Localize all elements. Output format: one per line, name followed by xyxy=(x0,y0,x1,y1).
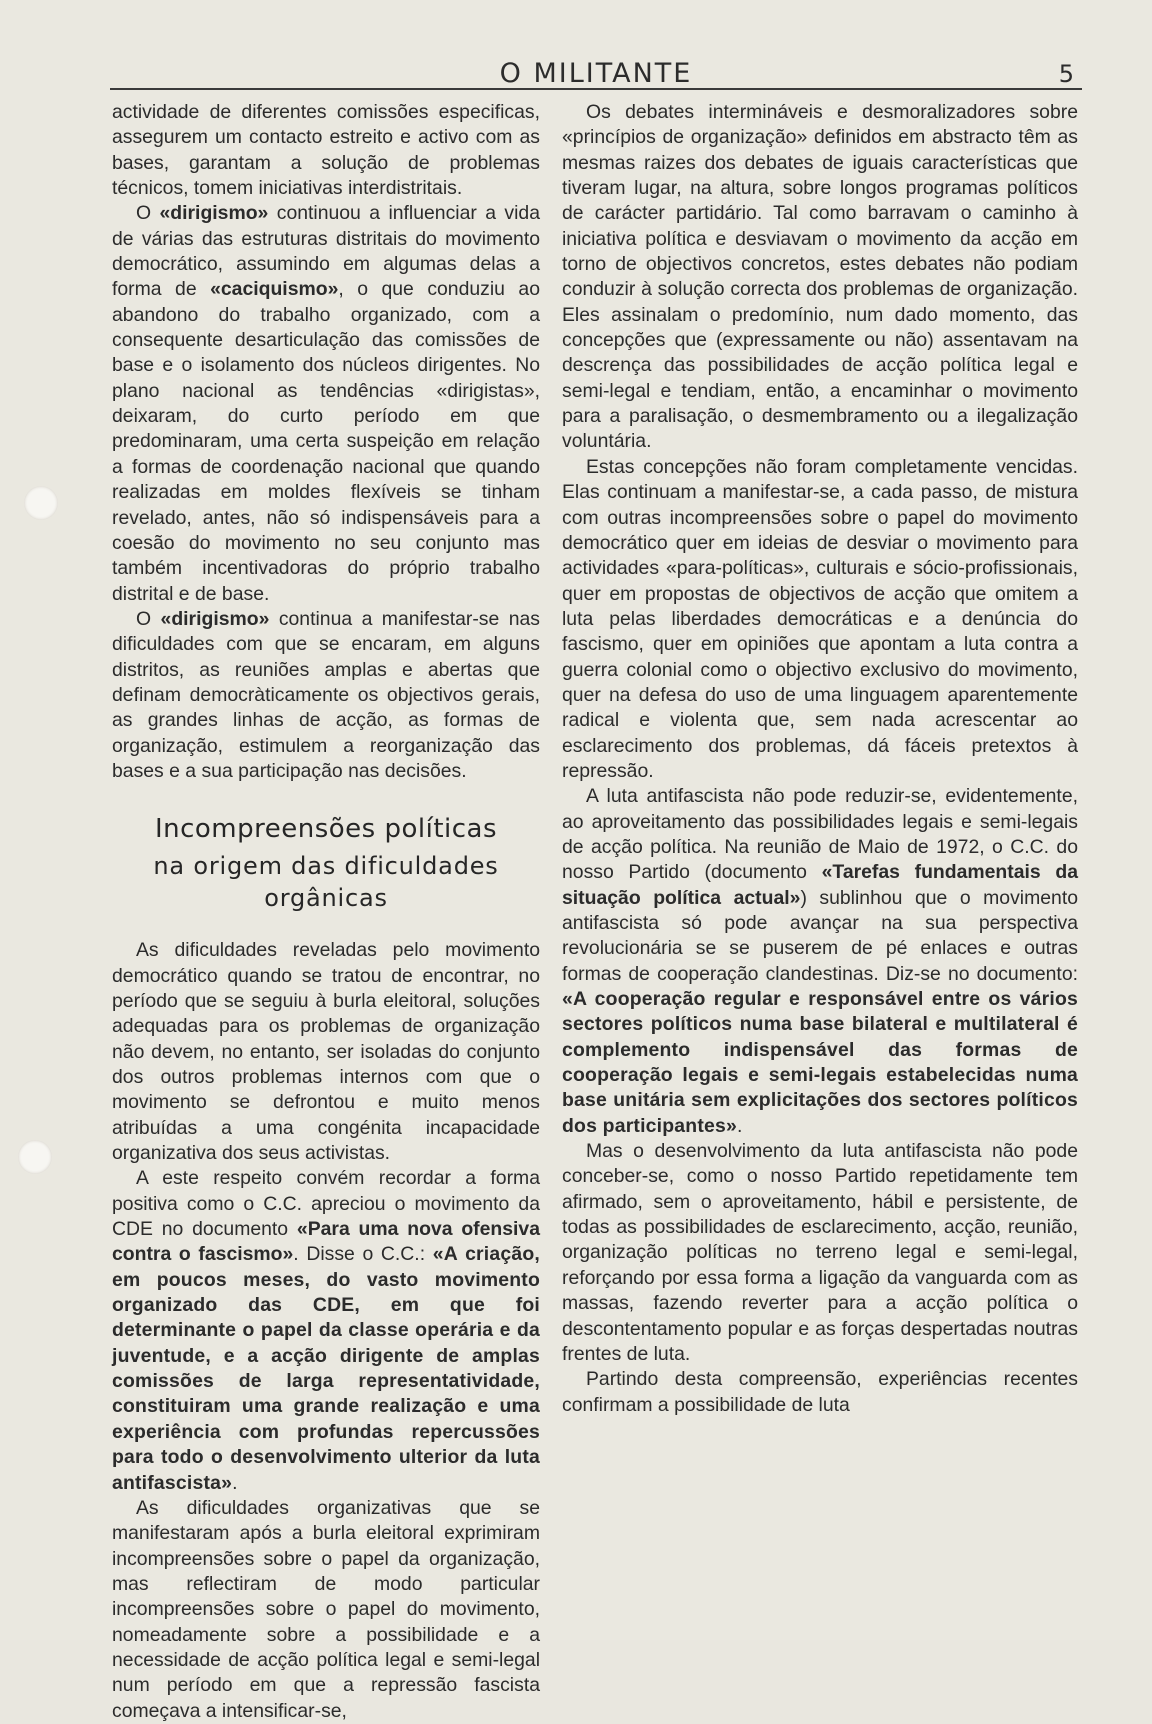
text-fragment: ) sublinhou que o movimento antifascista só pode avançar na sua perspectiva revolucionária se se puserem de pé enlaces e outras formas de cooperação clandestinas. Diz-se no documento: xyxy=(562,886,1078,985)
term-dirigismo-2: «dirigismo» xyxy=(160,607,270,630)
section-heading-line-1: Incompreensões políticas xyxy=(154,814,498,845)
left-paragraph-6: As dificuldades organizativas que se manifestaram após a burla eleitoral exprimiram incompreensões sobre o papel da organização, mas reflectiram de modo particular incompreensões sobre o papel do movimento, nomeadamente sobre a possibilidade e a necessidade de acção política legal e semi-legal num período em que a repressão fascista começava a intensificar-se, xyxy=(112,1496,540,1722)
right-paragraph-3 xyxy=(562,784,1078,1139)
text-fragment: . xyxy=(736,1114,743,1137)
right-column xyxy=(562,100,1078,1418)
left-paragraph-3 xyxy=(112,607,540,784)
cc-quote: «A criação, em poucos meses, do vasto movimento organizado das CDE, em que foi determinante o papel da classe operária e da juventude, e a acção dirigente de amplas comissões de larga representatividade, constituiram uma grande realização e uma experiência com profundas repercussões para todo o desenvolvimento ulterior da luta antifascista» xyxy=(112,1243,540,1494)
right-paragraph-2: Estas concepções não foram completamente vencidas. Elas continuam a manifestar-se, a cada passo, de mistura com outras incompreensões sobre o papel do movimento democrático quer em ideias de desviar o movimento para actividades «para-políticas», culturais e sócio-profissionais, quer em propostas de objectivos de acção que omitem a luta pelas liberdades democráticas e a denúncia do fascismo, quer em opiniões que apontam a luta contra a guerra colonial como o objectivo exclusivo do movimento, quer na defesa do uso de uma linguagem aparentemente radical e violenta que, sem nada acrescentar ao esclarecimento dos problemas, dá fáceis pretextos à repressão. xyxy=(562,455,1078,782)
left-paragraph-5 xyxy=(112,1166,540,1495)
left-paragraph-2 xyxy=(112,201,540,607)
masthead xyxy=(110,52,1082,92)
text-fragment: continuou a influenciar a vida de várias das estruturas distritais do movimento democrático, assumindo em algumas delas a forma de xyxy=(112,202,540,301)
text-fragment: A luta antifascista não pode reduzir-se, evidentemente, ao aproveitamento das possibilidades legais e semi-legais de acção política. Na reunião de Maio de 1972, o C.C. do nosso Partido (documento xyxy=(562,785,1078,884)
document-title: «Tarefas fundamentais da situação política actual» xyxy=(562,861,1078,909)
text-fragment: , o que conduziu ao abandono do trabalho organizado, com a consequente desarticulação das comissões de base e o isolamento dos núcleos dirigentes. No plano nacional as tendências «dirigistas», deixaram, do curto período em que predominaram, uma certa suspeição em relação a formas de coordenação nacional que quando realizadas em moldes flexíveis se tinham revelado, antes, não só indispensáveis para a coesão do movimento no seu conjunto mas também incentivadoras do próprio trabalho distrital e de base. xyxy=(112,278,540,605)
page-number: 5 xyxy=(1058,60,1074,88)
section-heading-line-2: na origem das dificuldades orgânicas xyxy=(153,852,499,913)
term-dirigismo: «dirigismo» xyxy=(159,202,269,225)
text-fragment: O xyxy=(136,202,160,225)
document-title: «Para uma nova ofensiva contra o fascismo» xyxy=(112,1218,540,1266)
punch-hole xyxy=(24,486,58,520)
header-rule xyxy=(110,88,1082,90)
text-fragment: A este respeito convém recordar a forma positiva como o C.C. apreciou o movimento da CDE no documento xyxy=(112,1167,540,1241)
text-fragment: . Disse o C.C.: xyxy=(293,1243,433,1266)
right-paragraph-1: Os debates intermináveis e desmoralizadores sobre «princípios de organização» definidos em abstracto têm as mesmas raizes dos debates de iguais características que tiveram lugar, na altura, sobre longos programas políticos de carácter partidário. Tal como barravam o caminho à iniciativa política e desviavam o movimento da acção em torno de objectivos concretos, estes debates não podiam conduzir à solução correcta dos problemas de organização. Eles assinalam o predomínio, num dado momento, das concepções que (expressamente ou não) assentavam na descrença das possibilidades de acção política legal e semi-legal e tendiam, então, a encaminhar o movimento para a paralisação, o desmembramento ou a ilegalização voluntária. xyxy=(562,101,1078,453)
section-heading xyxy=(112,812,540,914)
right-paragraph-4: Mas o desenvolvimento da luta antifascista não pode conceber-se, como o nosso Partido repetidamente tem afirmado, sem o aproveitamento, hábil e persistente, de todas as possibilidades de esclarecimento, acção, reunião, organização políticas no terreno legal e semi-legal, reforçando por essa forma a ligação da vanguarda com as massas, fazendo reverter para a acção política o descontentamento popular e as forças despertadas noutras frentes de luta. xyxy=(562,1140,1078,1365)
text-fragment: . xyxy=(232,1471,238,1494)
punch-hole xyxy=(18,1140,52,1174)
text-fragment: O xyxy=(136,607,161,630)
term-caciquismo: «caciquismo» xyxy=(210,278,339,301)
right-paragraph-5: Partindo desta compreensão, experiências recentes confirmam a possibilidade de luta xyxy=(562,1368,1078,1416)
document-quote: «A cooperação regular e responsável entre os vários sectores políticos numa base bilateral e multilateral é complemento indispensável das formas de cooperação legais e semi-legais estabelecidas numa base unitária sem explicitações dos sectores políticos dos participantes» xyxy=(562,988,1078,1137)
left-paragraph-1: actividade de diferentes comissões especificas, assegurem um contacto estreito e activo com as bases, garantam a solução de problemas técnicos, tomem iniciativas interdistritais. xyxy=(112,101,540,200)
left-paragraph-4: As dificuldades reveladas pelo movimento democrático quando se tratou de encontrar, no período que se seguiu à burla eleitoral, soluções adequadas para os problemas de organização não devem, no entanto, ser isoladas do conjunto dos outros problemas internos com que o movimento se defrontou e muito menos atribuídas a uma congénita incapacidade organizativa dos seus activistas. xyxy=(112,939,540,1165)
left-column xyxy=(112,100,540,1724)
text-fragment: continua a manifestar-se nas dificuldades com que se encaram, em alguns distritos, as reuniões amplas e abertas que definam democràticamente os objectivos gerais, as grandes linhas de acção, as formas de organização, estimulem a reorganização das bases e a sua participação nas decisões. xyxy=(112,607,540,782)
publication-title: O MILITANTE xyxy=(499,58,693,89)
